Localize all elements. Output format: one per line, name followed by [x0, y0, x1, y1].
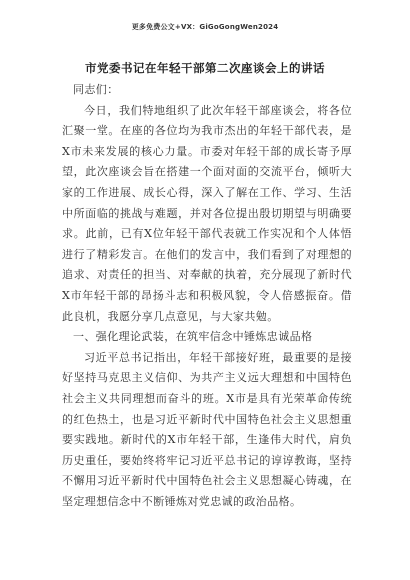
paragraph-intro: 今日，我们特地组织了此次年轻干部座谈会，将各位汇聚一堂。在座的各位均为我市杰出的年轻干部代表，是X市未来发展的核心力量。市委对年轻干部的成长寄予厚望，此次座谈会旨在搭建一个面对面的交流平台，倾听大家的工作进展、成长心得，深入了解在工作、学习、生活中所面临的挑战与难题，并对各位提出殷切期望与明确要求。此前，已有X位年轻干部代表就工作实况和个人体悟进行了精彩发言。在他们的发言中，我们看到了对理想的追求、对责任的担当、对奉献的执着，充分展现了新时代X市年轻干部的昂扬斗志和积极风貌，令人倍感振奋。借此良机，我愿分享几点意见，与大家共勉。	[62, 103, 352, 323]
header-note: 更多免费公文+VX：GiGoGongWen2024	[131, 23, 279, 31]
salutation: 同志们：	[73, 83, 119, 96]
paragraph-section-one: 习近平总书记指出，年轻干部接好班，最重要的是接好坚持马克思主义信仰、为共产主义远大理想和中国特色社会主义共同理想而奋斗的班。X市是具有光荣革命传统的红色热土，也是习近平新时代中国特色社会主义思想重要实践地。新时代的X市年轻干部，生逢伟大时代，肩负历史重任，要始终将牢记习近平总书记的谆谆教诲，坚持不懈用习近平新时代中国特色社会主义思想凝心铸魂，在坚定理想信念中不断锤炼对党忠诚的政治品格。	[62, 350, 352, 508]
document-body	[62, 80, 352, 512]
document-title: 市党委书记在年轻干部第二次座谈会上的讲话	[85, 61, 325, 75]
section-heading: 一、强化理论武装，在筑牢信念中锤炼忠诚品格	[73, 330, 313, 344]
